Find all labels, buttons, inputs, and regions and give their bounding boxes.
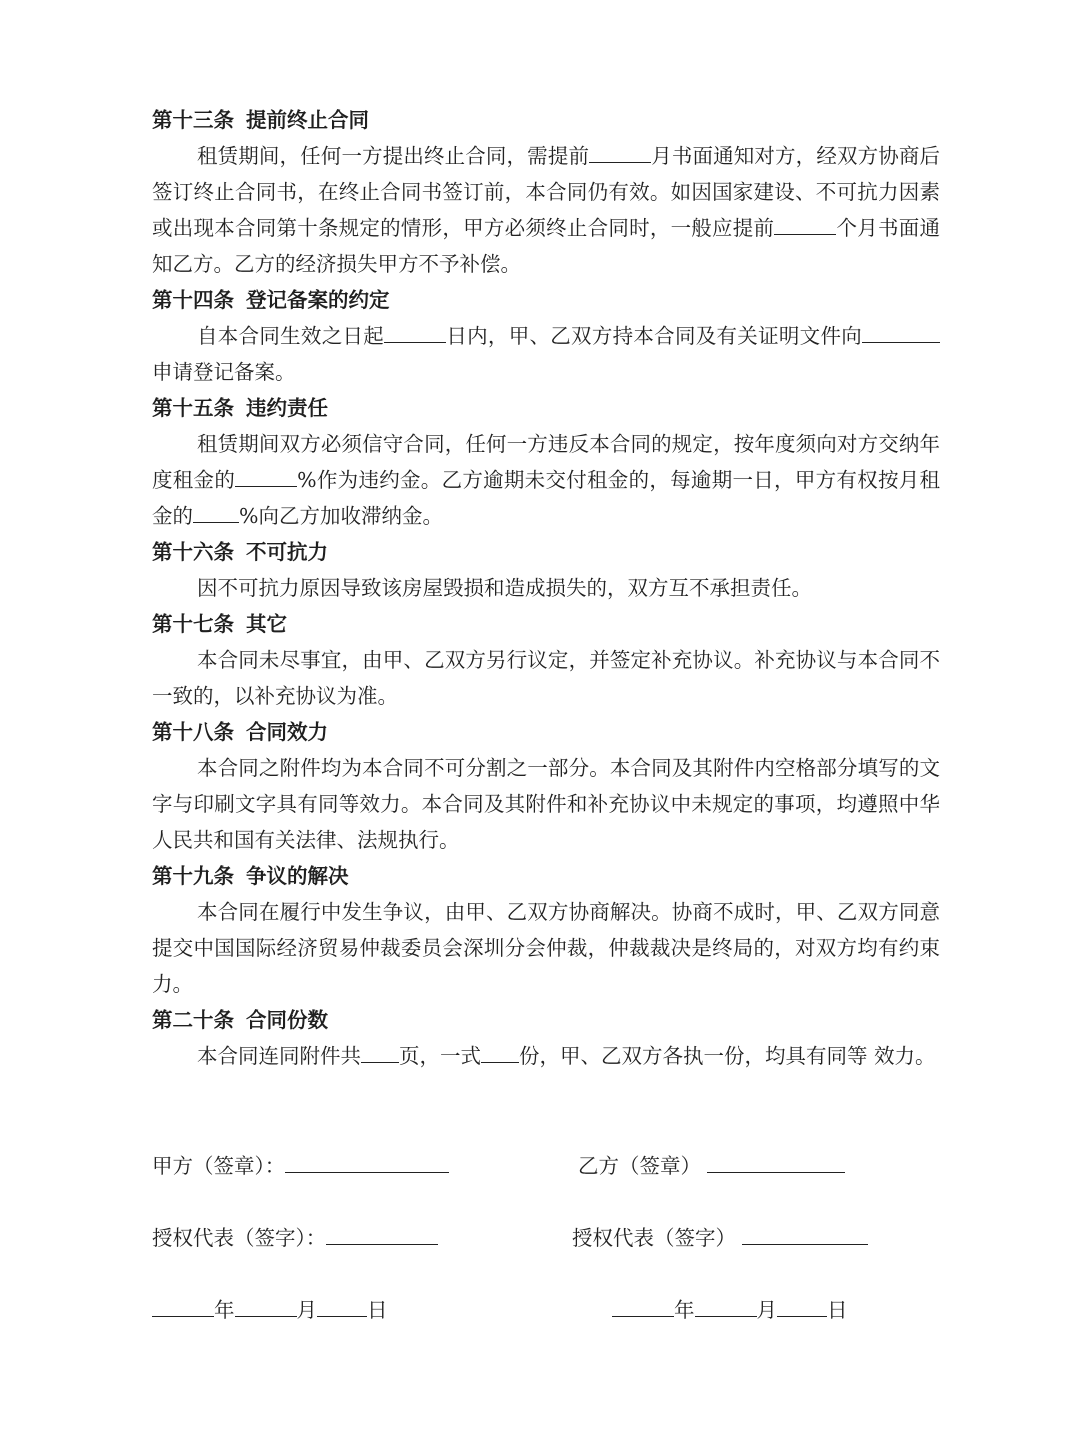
fill-in-blank[interactable] [774, 212, 836, 235]
article-number: 第二十条 [152, 1008, 234, 1032]
day-blank[interactable] [777, 1294, 827, 1317]
article-paragraph [152, 138, 940, 282]
paragraph-text: 租赁期间双方必须信守合同，任何一方违反本合同的规定，按年度须向对方交纳年度租金的 [152, 432, 940, 492]
party-a-label: 甲方（签章）： [152, 1154, 286, 1178]
article-number: 第十三条 [152, 108, 234, 132]
paragraph-text: 自本合同生效之日起 [197, 324, 385, 348]
year-label: 年 [214, 1298, 235, 1322]
article-title: 合同份数 [246, 1008, 328, 1032]
fill-in-blank[interactable] [384, 320, 446, 343]
contract-body [152, 102, 940, 1074]
article-number: 第十四条 [152, 288, 234, 312]
rep-b-signature-line[interactable] [742, 1222, 868, 1245]
month-label: 月 [756, 1298, 777, 1322]
rep-a-signature-line[interactable] [326, 1222, 438, 1245]
article-heading [152, 858, 940, 894]
rep-b-signature [572, 1222, 868, 1253]
article-title: 合同效力 [246, 720, 328, 744]
article-number: 第十九条 [152, 864, 234, 888]
article-title: 其它 [246, 612, 287, 636]
fill-in-blank[interactable] [481, 1040, 519, 1063]
article-paragraph: 本合同未尽事宜，由甲、乙双方另行议定，并签定补充协议。补充协议与本合同不一致的，以补充协议为准。 [152, 648, 940, 708]
fill-in-blank[interactable] [235, 464, 297, 487]
year-label: 年 [674, 1298, 695, 1322]
year-blank[interactable] [152, 1294, 214, 1317]
party-a-signature [152, 1150, 449, 1181]
paragraph-text: 月书面通知对方，经双方协商后签订终止合同书，在终止合同书签订前，本合同仍有效。如因国家建设、不可抗力因素或出现本合同第十条规定的情形，甲方必须终止合同时，一般应提前 [152, 144, 941, 240]
article-heading [152, 390, 940, 426]
article-heading [152, 534, 940, 570]
paragraph-text: 租赁期间，任何一方提出终止合同，需提前 [197, 144, 590, 168]
article-heading [152, 714, 940, 750]
article-title: 违约责任 [246, 396, 328, 420]
article-title: 争议的解决 [246, 864, 349, 888]
article-heading [152, 102, 940, 138]
month-blank[interactable] [695, 1294, 757, 1317]
article-paragraph: 本合同之附件均为本合同不可分割之一部分。本合同及其附件内空格部分填写的文字与印刷文字具有同等效力。本合同及其附件和补充协议中未规定的事项，均遵照中华人民共和国有关法律、法规执行。 [152, 756, 940, 852]
article-heading [152, 606, 940, 642]
month-blank[interactable] [235, 1294, 297, 1317]
fill-in-blank[interactable] [589, 140, 651, 163]
article-number: 第十六条 [152, 540, 234, 564]
party-a-date [152, 1294, 388, 1325]
article-heading [152, 1002, 940, 1038]
fill-in-blank[interactable] [361, 1040, 399, 1063]
party-b-label: 乙方（签章） [578, 1154, 701, 1178]
article-paragraph: 因不可抗力原因导致该房屋毁损和造成损失的，双方互不承担责任。 [197, 576, 812, 600]
article-number: 第十五条 [152, 396, 234, 420]
article-number: 第十七条 [152, 612, 234, 636]
party-b-date [612, 1294, 848, 1325]
article-paragraph [152, 1038, 940, 1074]
article-number: 第十八条 [152, 720, 234, 744]
paragraph-text: 本合同连同附件共 [197, 1044, 361, 1068]
paragraph-text: 份，甲、乙双方各执一份，均具有同等 效力。 [519, 1044, 936, 1068]
article-title: 登记备案的约定 [246, 288, 390, 312]
month-label: 月 [296, 1298, 317, 1322]
rep-a-label: 授权代表（签字）： [152, 1226, 327, 1250]
fill-in-blank[interactable] [193, 500, 239, 523]
party-b-signature [578, 1150, 845, 1181]
year-blank[interactable] [612, 1294, 674, 1317]
article-heading [152, 282, 940, 318]
article-paragraph [152, 318, 940, 390]
rep-a-signature [152, 1222, 438, 1253]
paragraph-text: 申请登记备案。 [152, 360, 296, 384]
paragraph-text: 个月书面通知乙方。乙方的经济损失甲方不予补偿。 [152, 216, 941, 276]
article-paragraph [152, 426, 940, 534]
paragraph-text: 日内，甲、乙双方持本合同及有关证明文件向 [446, 324, 863, 348]
day-label: 日 [827, 1298, 848, 1322]
article-paragraph: 本合同在履行中发生争议，由甲、乙双方协商解决。协商不成时，甲、乙双方同意提交中国国际经济贸易仲裁委员会深圳分会仲裁，仲裁裁决是终局的，对双方均有约束力。 [152, 900, 940, 996]
day-label: 日 [367, 1298, 388, 1322]
rep-b-label: 授权代表（签字） [572, 1226, 736, 1250]
party-a-signature-line[interactable] [285, 1150, 449, 1173]
fill-in-blank[interactable] [862, 320, 940, 343]
party-b-signature-line[interactable] [707, 1150, 845, 1173]
day-blank[interactable] [317, 1294, 367, 1317]
paragraph-text: %作为违约金。乙方逾期未交付租金的，每逾期一日，甲方有权按月租金的 [152, 468, 940, 528]
article-title: 不可抗力 [246, 540, 328, 564]
paragraph-text: 页，一式 [399, 1044, 481, 1068]
article-title: 提前终止合同 [246, 108, 369, 132]
paragraph-text: %向乙方加收滞纳金。 [239, 504, 443, 528]
